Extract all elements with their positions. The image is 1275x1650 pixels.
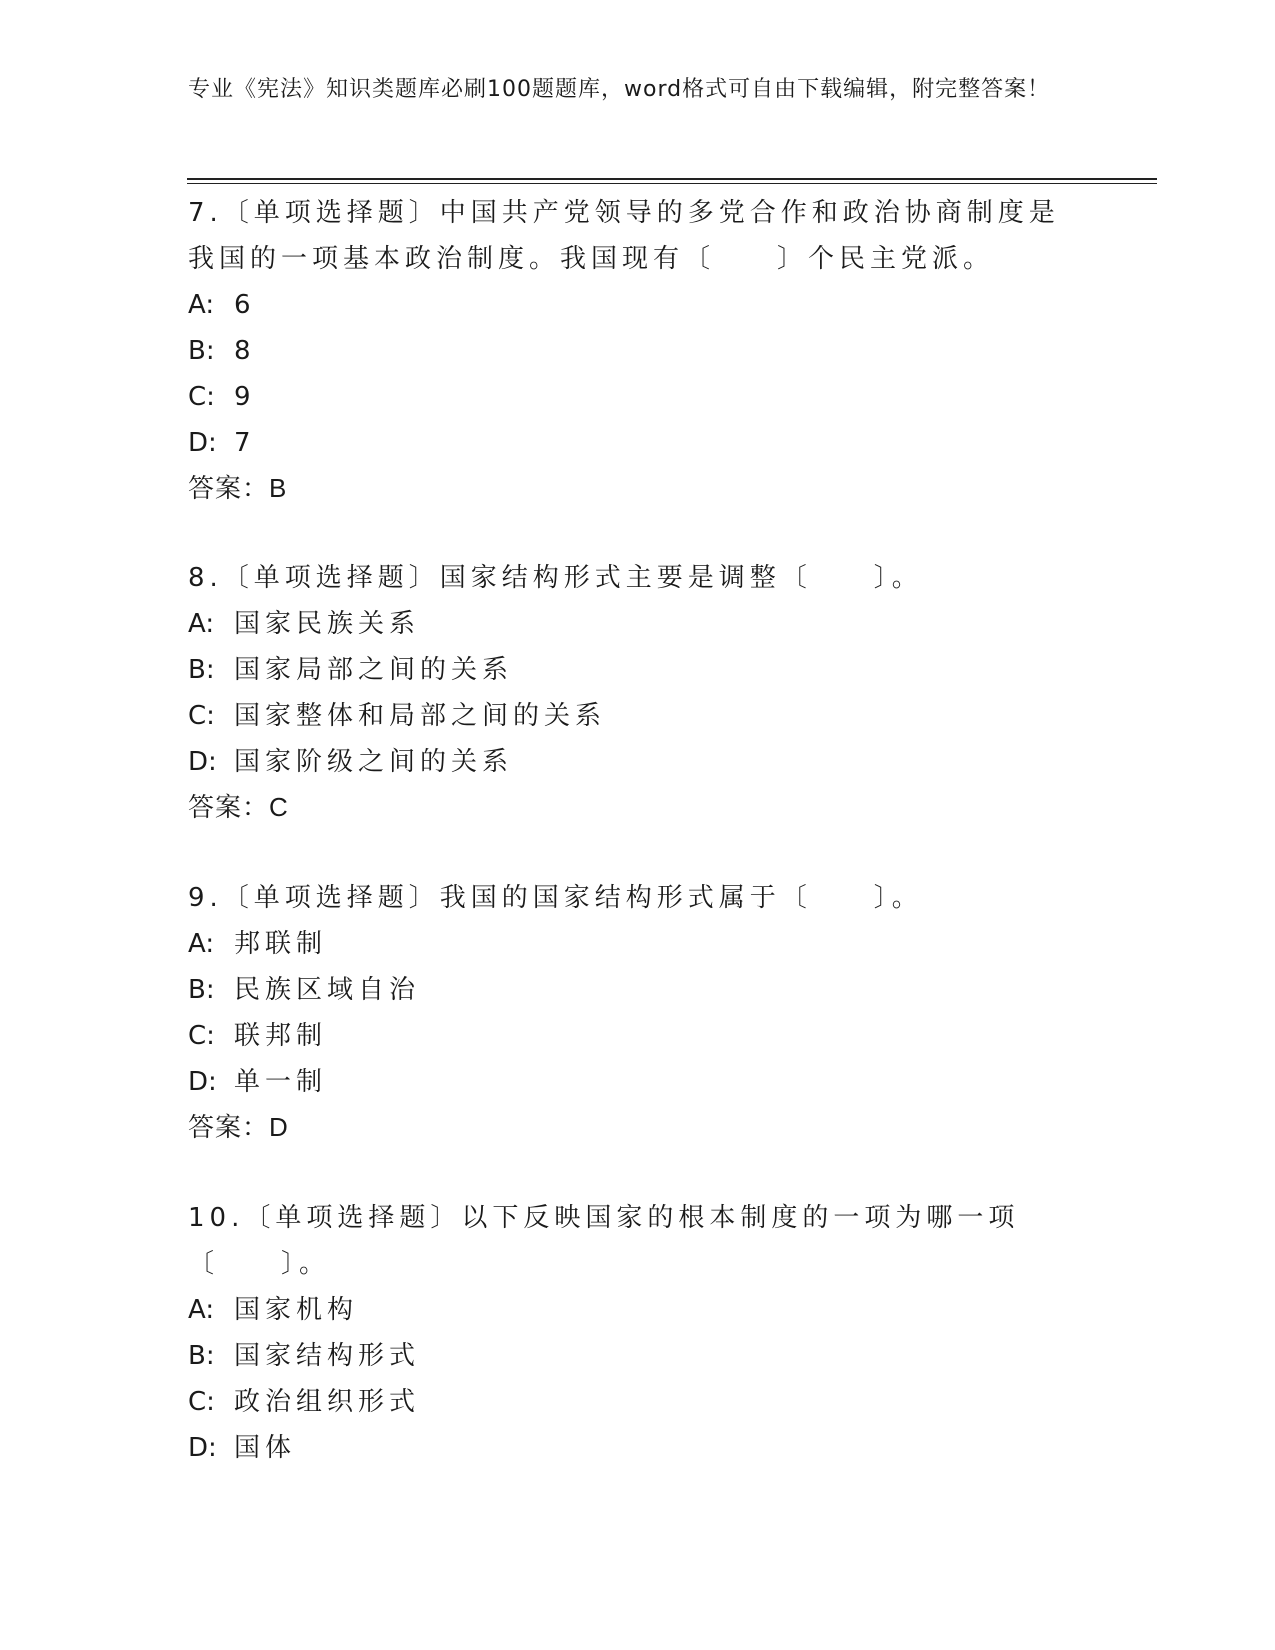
question-10: [188, 1195, 1078, 1471]
option-text: 6: [234, 290, 256, 320]
option-d: [188, 1425, 1078, 1471]
question-text: 8.〔单项选择题〕国家结构形式主要是调整〔 〕。: [188, 563, 923, 593]
option-text: 国家民族关系: [234, 609, 421, 639]
option-a: [188, 282, 1078, 328]
option-letter: B:: [188, 975, 215, 1005]
option-text: 9: [234, 382, 256, 412]
header-divider-thick: [187, 178, 1157, 180]
option-letter: A:: [188, 929, 215, 959]
option-a: [188, 1287, 1078, 1333]
option-letter: D:: [188, 428, 217, 458]
option-letter: C:: [188, 1387, 215, 1417]
option-text: 国家阶级之间的关系: [234, 747, 514, 777]
option-text: 8: [234, 336, 256, 366]
option-letter: B:: [188, 655, 215, 685]
option-text: 国家结构形式: [234, 1341, 421, 1371]
option-text: 国家整体和局部之间的关系: [234, 701, 607, 731]
option-text: 单一制: [234, 1067, 328, 1097]
option-c: [188, 1379, 1078, 1425]
option-letter: D:: [188, 1067, 217, 1097]
option-text: 政治组织形式: [234, 1387, 421, 1417]
question-text: 9.〔单项选择题〕我国的国家结构形式属于〔 〕。: [188, 883, 923, 913]
option-text: 国家局部之间的关系: [234, 655, 514, 685]
option-letter: A:: [188, 1295, 215, 1325]
question-8: [188, 555, 1078, 829]
option-text: 7: [234, 428, 256, 458]
header-divider-thin: [187, 183, 1157, 184]
option-letter: B:: [188, 336, 215, 366]
answer-line: 答案：C: [188, 792, 289, 822]
option-b: [188, 647, 1078, 693]
option-letter: A:: [188, 609, 215, 639]
option-text: 民族区域自治: [234, 975, 421, 1005]
option-b: [188, 328, 1078, 374]
option-text: 国体: [234, 1433, 297, 1463]
option-c: [188, 1013, 1078, 1059]
option-b: [188, 967, 1078, 1013]
answer-line: 答案：D: [188, 1112, 289, 1142]
option-text: 邦联制: [234, 929, 328, 959]
header-title: 专业《宪法》知识类题库必刷100题题库，word格式可自由下载编辑，附完整答案！: [188, 77, 1051, 102]
option-letter: C:: [188, 1021, 215, 1051]
option-d: [188, 739, 1078, 785]
question-9: [188, 875, 1078, 1149]
option-letter: A:: [188, 290, 215, 320]
option-letter: D:: [188, 1433, 217, 1463]
answer-line: 答案：B: [188, 473, 288, 503]
question-text: 10.〔单项选择题〕以下反映国家的根本制度的一项为哪一项〔 〕。: [188, 1203, 1020, 1279]
option-text: 国家机构: [234, 1295, 359, 1325]
option-d: [188, 420, 1078, 466]
option-letter: B:: [188, 1341, 215, 1371]
option-a: [188, 601, 1078, 647]
question-text: 7.〔单项选择题〕中国共产党领导的多党合作和政治协商制度是我国的一项基本政治制度。我国现有〔 〕个民主党派。: [188, 198, 1060, 274]
option-letter: C:: [188, 701, 215, 731]
option-a: [188, 921, 1078, 967]
option-letter: C:: [188, 382, 215, 412]
option-c: [188, 693, 1078, 739]
option-text: 联邦制: [234, 1021, 328, 1051]
document-header: [188, 74, 1068, 106]
option-d: [188, 1059, 1078, 1105]
option-b: [188, 1333, 1078, 1379]
question-7: [188, 190, 1078, 510]
option-c: [188, 374, 1078, 420]
option-letter: D:: [188, 747, 217, 777]
